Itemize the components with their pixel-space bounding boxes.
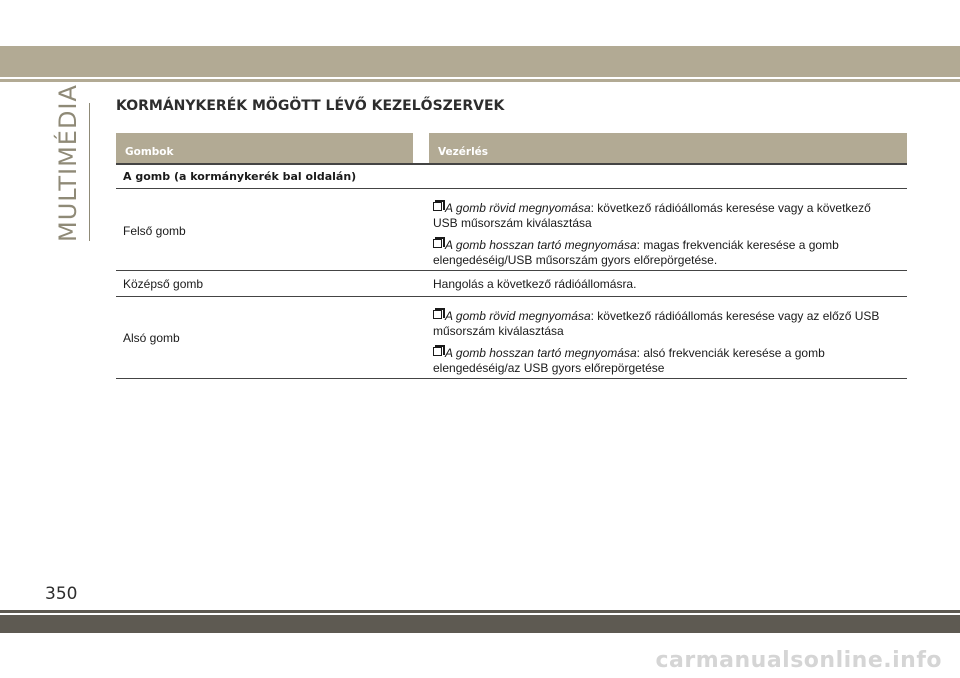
- page-number: 350: [45, 584, 78, 604]
- chapter-side-rule: [89, 103, 90, 241]
- checkbox-bullet-icon: [433, 239, 442, 248]
- bottom-decorative-line: [0, 610, 960, 613]
- table-row: [116, 271, 907, 297]
- header-buttons: Gombok: [116, 133, 413, 163]
- top-decorative-band: [0, 46, 960, 77]
- table-row: [116, 189, 907, 271]
- item-text: : alsó frekvenciák keresése a gomb elengedéséig/az USB gyors előrepörgetése: [433, 346, 825, 375]
- top-decorative-line: [0, 79, 960, 82]
- site-watermark: carmanualsonline.info: [655, 648, 942, 673]
- checkbox-bullet-icon: [433, 202, 442, 211]
- item-lead: A gomb rövid megnyomása: [445, 201, 591, 215]
- bottom-decorative-band: [0, 615, 960, 633]
- item-lead: A gomb hosszan tartó megnyomása: [445, 346, 637, 360]
- group-row: A gomb (a kormánykerék bal oldalán): [116, 165, 907, 189]
- button-name: Felső gomb: [123, 224, 186, 238]
- item-text: : magas frekvenciák keresése a gomb elengedéséig/USB műsorszám gyors előrepörgetése.: [433, 238, 839, 267]
- controls-table: [116, 133, 907, 379]
- table-header: [116, 133, 907, 165]
- item-lead: A gomb hosszan tartó megnyomása: [445, 238, 637, 252]
- button-name: Alsó gomb: [123, 331, 180, 345]
- checkbox-bullet-icon: [433, 310, 442, 319]
- item-lead: A gomb rövid megnyomása: [445, 309, 591, 323]
- list-item: [433, 309, 893, 339]
- list-item: [433, 238, 893, 268]
- section-title: KORMÁNYKERÉK MÖGÖTT LÉVŐ KEZELŐSZERVEK: [116, 98, 505, 114]
- list-item: [433, 201, 893, 231]
- list-item: [433, 346, 893, 376]
- header-controls: Vezérlés: [429, 133, 907, 163]
- button-name: Középső gomb: [123, 277, 204, 291]
- chapter-side-label: MULTIMÉDIA: [54, 84, 82, 242]
- table-row: [116, 297, 907, 379]
- item-text: : következő rádióállomás keresése vagy a következő USB műsorszám kiválasztása: [433, 201, 871, 230]
- header-rule: [116, 163, 907, 165]
- control-description: [433, 189, 907, 268]
- item-text: : következő rádióállomás keresése vagy az előző USB műsorszám kiválasztása: [433, 309, 880, 338]
- checkbox-bullet-icon: [433, 347, 442, 356]
- control-description: Hangolás a következő rádióállomásra.: [433, 277, 637, 291]
- control-description: [433, 297, 907, 376]
